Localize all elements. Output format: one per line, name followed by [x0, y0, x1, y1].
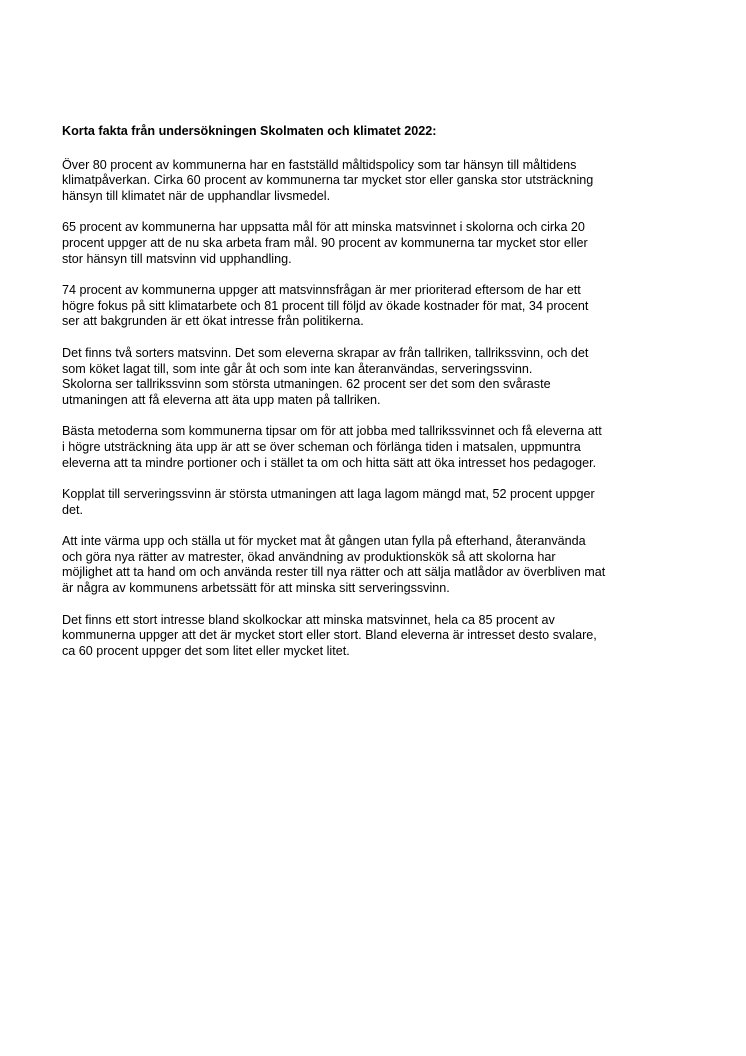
- text-line: Över 80 procent av kommunerna har en fastställd måltidspolicy som tar hänsyn till måltidens: [62, 157, 577, 172]
- paragraph-8: [62, 613, 662, 660]
- paragraph-1: [62, 158, 662, 205]
- text-line: i högre utsträckning äta upp är att se över scheman och förlänga tiden i matsalen, uppmuntra: [62, 439, 581, 454]
- paragraph-7: [62, 534, 662, 596]
- paragraph-2: [62, 220, 662, 267]
- text-line: Skolorna ser tallrikssvinn som största utmaningen. 62 procent ser det som den svåraste: [62, 377, 551, 392]
- text-line: procent uppger att de nu ska arbeta fram mål. 90 procent av kommunerna tar mycket stor eller: [62, 235, 588, 250]
- text-line: ser att bakgrunden är ett ökat intresse från politikerna.: [62, 314, 364, 329]
- text-line: eleverna att ta mindre portioner och i stället ta om och hitta sätt att öka intresset hos pedagoger.: [62, 455, 597, 470]
- text-line: 74 procent av kommunerna uppger att matsvinnsfrågan är mer prioriterad eftersom de har ett: [62, 283, 581, 298]
- text-line: Det finns två sorters matsvinn. Det som eleverna skrapar av från tallriken, tallrikssvinn, och det: [62, 345, 589, 360]
- text-line: klimatpåverkan. Cirka 60 procent av kommunerna tar mycket stor eller ganska stor utsträckning: [62, 173, 594, 188]
- text-line: ca 60 procent uppger det som litet eller mycket litet.: [62, 643, 350, 658]
- text-line: är några av kommunens arbetssätt för att minska sitt serveringssvinn.: [62, 581, 450, 596]
- text-line: kommunerna uppger att det är mycket stort eller stort. Bland eleverna är intresset desto svalare,: [62, 628, 597, 643]
- text-line: Det finns ett stort intresse bland skolkockar att minska matsvinnet, hela ca 85 procent av: [62, 612, 555, 627]
- text-line: Kopplat till serveringssvinn är största utmaningen att laga lagom mängd mat, 52 procent uppger: [62, 487, 595, 502]
- paragraph-4: [62, 346, 662, 408]
- text-line: hänsyn till klimatet när de upphandlar livsmedel.: [62, 188, 331, 203]
- document-body: [62, 124, 662, 675]
- document-heading: Korta fakta från undersökningen Skolmaten och klimatet 2022:: [62, 124, 437, 138]
- text-line: Bästa metoderna som kommunerna tipsar om för att jobba med tallrikssvinnet och få eleverna att: [62, 424, 602, 439]
- text-line: 65 procent av kommunerna har uppsatta mål för att minska matsvinnet i skolorna och cirka 20: [62, 220, 585, 235]
- paragraph-6: [62, 487, 662, 518]
- text-line: möjlighet att ta hand om och använda rester till nya rätter och att sälja matlådor av överbliven mat: [62, 565, 606, 580]
- paragraph-5: [62, 424, 662, 471]
- text-line: som köket lagat till, som inte går åt och som inte kan återanvändas, serveringssvinn.: [62, 361, 533, 376]
- paragraph-3: [62, 283, 662, 330]
- text-line: det.: [62, 502, 84, 517]
- text-line: Att inte värma upp och ställa ut för mycket mat åt gången utan fylla på efterhand, återanvända: [62, 534, 586, 549]
- text-line: och göra nya rätter av matrester, ökad användning av produktionskök så att skolorna har: [62, 549, 556, 564]
- text-line: utmaningen att få eleverna att äta upp maten på tallriken.: [62, 392, 381, 407]
- text-line: stor hänsyn till matsvinn vid upphandling.: [62, 251, 292, 266]
- text-line: högre fokus på sitt klimatarbete och 81 procent till följd av ökade kostnader för mat, 34 procent: [62, 298, 589, 313]
